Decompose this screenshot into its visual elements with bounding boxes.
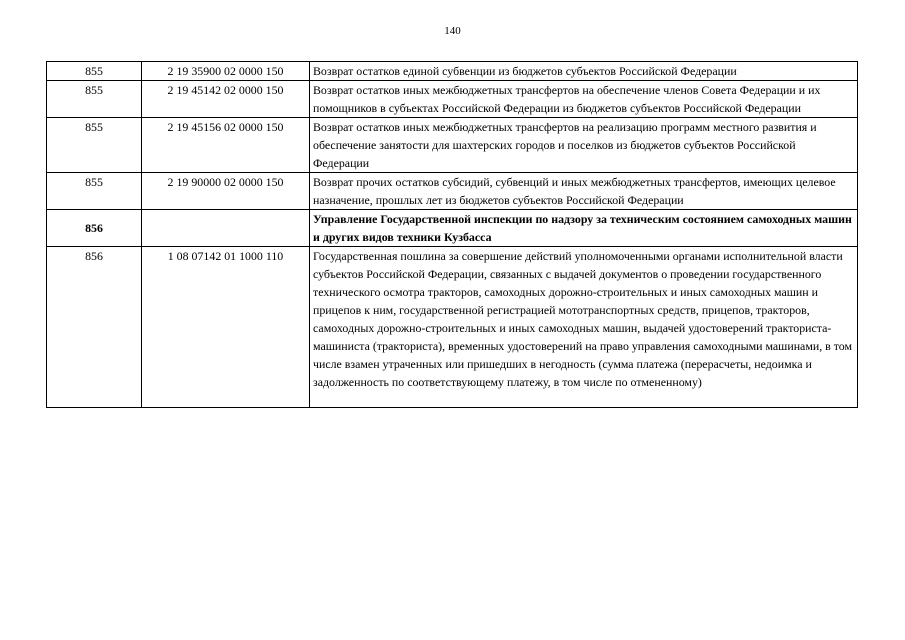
admin-code-cell: 855 [47,81,142,118]
income-code-cell: 2 19 45142 02 0000 150 [142,81,310,118]
admin-code-cell: 856 [47,247,142,408]
admin-code-cell: 855 [47,62,142,81]
income-name-cell: Возврат остатков иных межбюджетных трансфертов на обеспечение членов Совета Федерации и их помощников в субъектах Российской Федерации из бюджетов субъектов Российской Федерации [310,81,858,118]
budget-classification-table [46,61,858,408]
admin-code-cell: 856 [47,210,142,247]
table-row [47,118,858,173]
income-code-cell: 1 08 07142 01 1000 110 [142,247,310,408]
page-number: 140 [444,25,461,37]
income-code-cell: 2 19 45156 02 0000 150 [142,118,310,173]
income-name-cell: Возврат остатков иных межбюджетных трансфертов на реализацию программ местного развития и обеспечение занятости для шахтерских городов и поселков из бюджетов субъектов Российской Федерации [310,118,858,173]
income-name-cell: Возврат остатков единой субвенции из бюджетов субъектов Российской Федерации [310,62,858,81]
admin-code-cell: 855 [47,118,142,173]
income-code-cell: 2 19 35900 02 0000 150 [142,62,310,81]
table-row [47,247,858,408]
table-row [47,173,858,210]
income-name-cell: Государственная пошлина за совершение действий уполномоченными органами исполнительной власти субъектов Российской Федерации, связанных с выдачей документов о проведении государственного технического осмотра тракторов, самоходных дорожно-строительных и иных самоходных машин и прицепов к ним, государственной регистрацией мототранспортных средств, прицепов, тракторов, самоходных дорожно-строительных и иных самоходных машин, выдачей удостоверений тракториста-машиниста (тракториста), временных удостоверений на право управления самоходными машинами, в том числе взамен утраченных или пришедших в негодность (сумма платежа (перерасчеты, недоимка и задолженность по соответствующему платежу, в том числе по отмененному) [310,247,858,408]
administrator-name-cell: Управление Государственной инспекции по надзору за техническим состоянием самоходных машин и других видов техники Кузбасса [310,210,858,247]
income-code-cell: 2 19 90000 02 0000 150 [142,173,310,210]
table-row [47,62,858,81]
income-code-cell [142,210,310,247]
admin-code-cell: 855 [47,173,142,210]
section-header-row [47,210,858,247]
income-name-cell: Возврат прочих остатков субсидий, субвенций и иных межбюджетных трансфертов, имеющих целевое назначение, прошлых лет из бюджетов субъектов Российской Федерации [310,173,858,210]
table-row [47,81,858,118]
